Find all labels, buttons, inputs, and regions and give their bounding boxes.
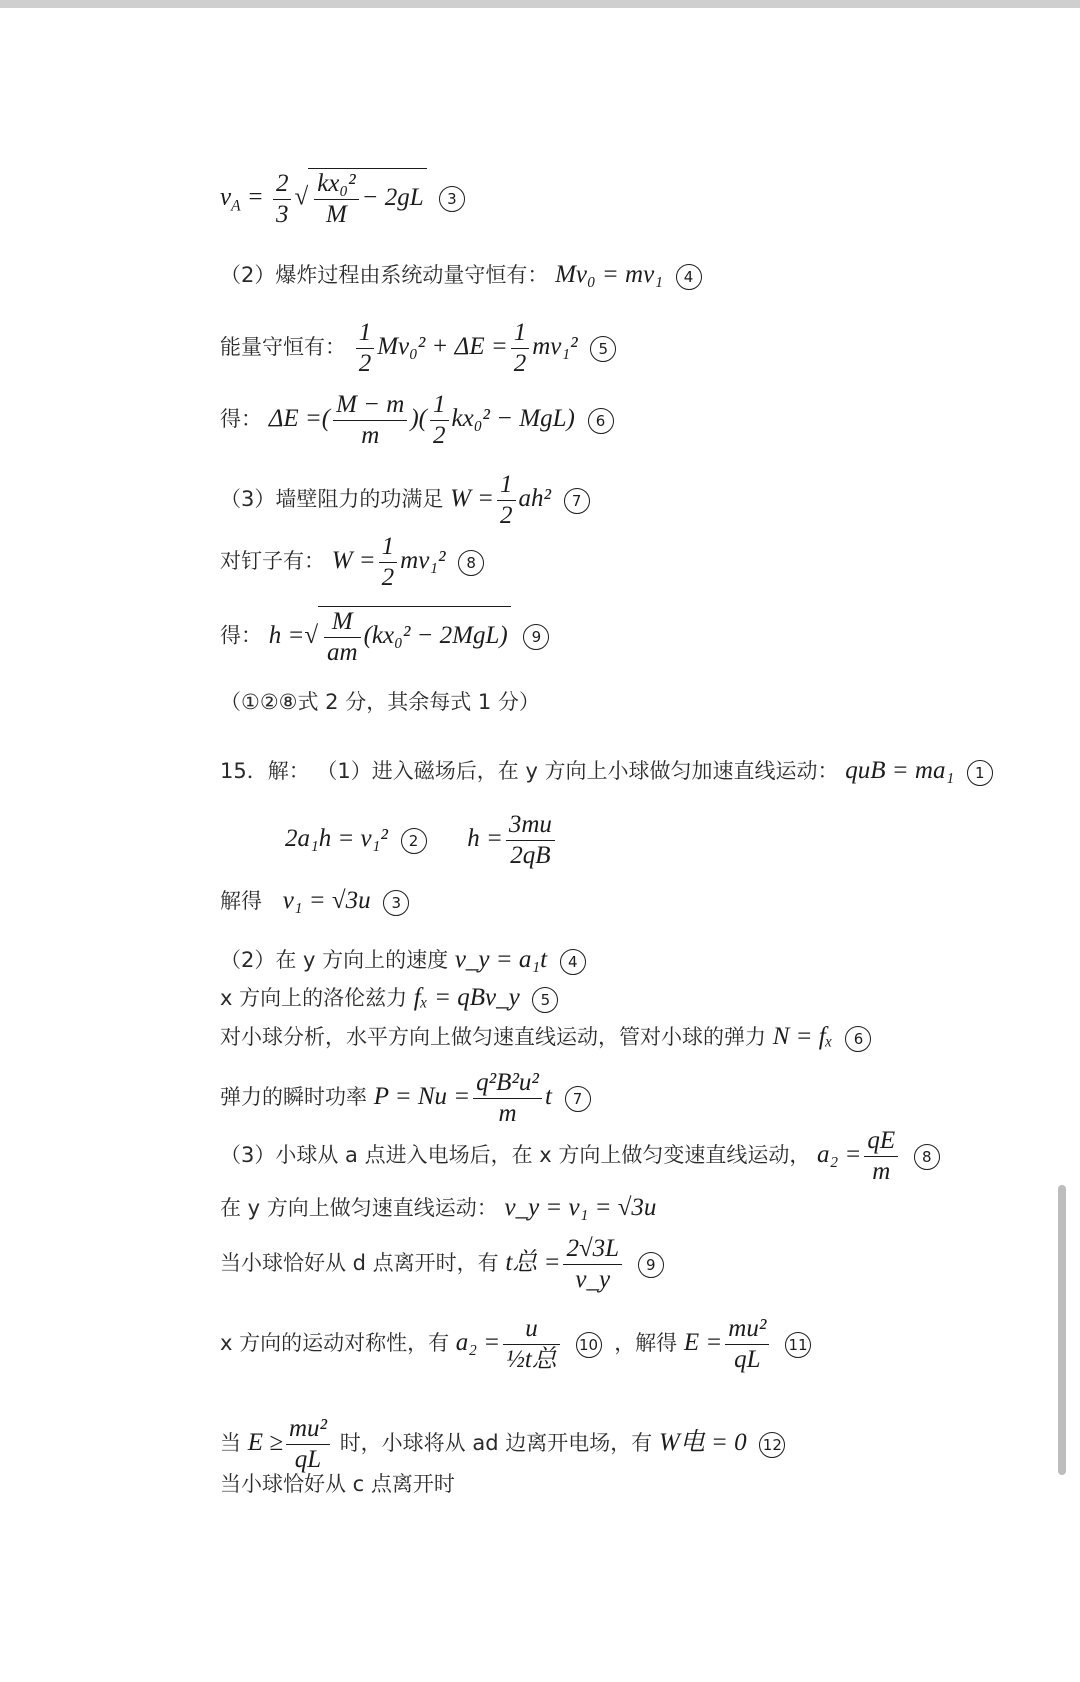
formula-mid: Mv₀² + ΔE =: [377, 333, 508, 361]
frac-den: 2: [358, 350, 372, 377]
line-v1: [220, 886, 415, 916]
frac-den: ½t总: [506, 1346, 557, 1373]
frac-den: m: [498, 1100, 517, 1127]
mark-4: 4: [676, 264, 702, 290]
va-sub: A: [231, 197, 241, 215]
line-c-exit: 当小球恰好从 c 点离开时: [220, 1472, 455, 1496]
mark-3: 3: [439, 186, 465, 212]
frac-num: u: [503, 1314, 560, 1345]
frac-den: m: [872, 1158, 891, 1185]
text-2: 时，小球将从 ad 边离开电场，有: [339, 1431, 653, 1456]
lhs-2: E =: [683, 1329, 723, 1357]
frac-num: 1: [497, 470, 516, 501]
frac-3mu: [506, 810, 555, 871]
frac-num: 2: [273, 169, 292, 200]
lhs: E ≥: [247, 1429, 283, 1457]
formula: Mv₀ = mv₁: [555, 261, 663, 288]
text: 弹力的瞬时功率: [220, 1085, 367, 1110]
mark-12: 12: [759, 1432, 785, 1458]
frac-den: 3: [275, 200, 289, 228]
frac-half: [356, 318, 375, 379]
mark-7: 7: [564, 488, 590, 514]
frac-qe-m: [864, 1126, 898, 1187]
text: 在 y 方向上做匀速直线运动：: [220, 1196, 498, 1220]
frac-num: 1: [379, 532, 398, 563]
frac-num: kx₀²: [314, 169, 358, 200]
text: 对小球分析，水平方向上做匀速直线运动，管对小球的弹力: [220, 1025, 766, 1049]
frac-num: mu²: [725, 1314, 769, 1345]
frac-mm: [333, 390, 407, 451]
formula-end: mv₁²: [532, 333, 578, 361]
frac-num: M − m: [333, 390, 407, 421]
frac-mu2-ql: [286, 1414, 330, 1475]
radicand: [308, 168, 426, 230]
mark-9: 9: [523, 624, 549, 650]
va-eq: =: [246, 183, 264, 211]
frac-num: 1: [511, 318, 530, 349]
frac-m-am: [324, 607, 361, 668]
mark-7: 7: [565, 1086, 591, 1112]
text: 解得: [220, 889, 262, 913]
frac-2root3l: [563, 1234, 622, 1295]
frac-half: [379, 532, 398, 593]
frac-num: M: [324, 607, 361, 638]
lhs: a₂ =: [817, 1141, 862, 1169]
rest: (kx₀² − 2MgL): [363, 622, 508, 650]
frac-den: 2: [513, 350, 527, 377]
frac-num: mu²: [286, 1414, 330, 1445]
frac-num: q²B²u²: [473, 1068, 542, 1099]
text: 能量守恒有：: [220, 335, 346, 360]
formula: 2a₁h = v₁²: [285, 825, 388, 853]
mark-8: 8: [458, 550, 484, 576]
frac-den: 2qB: [510, 842, 551, 869]
frac-half: [511, 318, 530, 379]
scrollbar[interactable]: [1058, 1185, 1066, 1475]
mark-10: 10: [576, 1332, 602, 1358]
rest: ah²: [518, 485, 552, 513]
mark-6: 6: [588, 408, 614, 434]
lhs: t总 =: [505, 1249, 561, 1277]
text: （2）爆炸过程由系统动量守恒有：: [220, 263, 549, 287]
formula: N = fₓ: [772, 1023, 833, 1050]
lhs: W =: [331, 547, 376, 575]
line-lorentz: [220, 983, 564, 1013]
rest: mv₁²: [400, 547, 446, 575]
lhs: h =: [467, 825, 503, 853]
mark-3: 3: [383, 890, 409, 916]
scoring-note: （①②⑧式 2 分，其余每式 1 分）: [220, 690, 540, 714]
line-normal-force: [220, 1022, 877, 1052]
top-bar: [0, 0, 1080, 8]
frac-den: M: [325, 201, 347, 228]
formula: quB = ma₁: [845, 757, 955, 784]
line-energy: [220, 318, 622, 379]
text-2: ，解得: [614, 1331, 678, 1356]
question-number: 15．解：: [220, 759, 310, 783]
frac-den: m: [361, 422, 380, 449]
text: （2）在 y 方向上的速度: [220, 948, 449, 972]
text: （1）进入磁场后，在 y 方向上小球做匀加速直线运动：: [316, 759, 839, 783]
line-wall-work: [220, 470, 596, 531]
frac-mu2-ql: [725, 1314, 769, 1375]
lhs: W =: [450, 485, 495, 513]
mark-2: 2: [401, 828, 427, 854]
line-momentum: [220, 260, 708, 290]
lhs: ΔE =: [268, 405, 322, 433]
formula: v_y = v₁ = √3u: [504, 1194, 657, 1221]
text: （3）墙壁阻力的功满足: [220, 487, 444, 512]
frac-q2b2u2: [473, 1068, 542, 1129]
frac-half: [497, 470, 516, 531]
radicand-rest: − 2gL: [361, 184, 424, 212]
frac-2-3: [273, 169, 292, 230]
line-uniform-y: [220, 1193, 656, 1223]
mark-11: 11: [785, 1332, 811, 1358]
frac-u-half-t: [503, 1314, 560, 1375]
frac-den: qL: [734, 1346, 761, 1373]
rest: t: [544, 1083, 552, 1111]
frac-half: [430, 390, 449, 451]
lhs: h =: [268, 621, 305, 649]
mark-4: 4: [560, 949, 586, 975]
text: （3）小球从 a 点进入电场后，在 x 方向上做匀变速直线运动，: [220, 1143, 811, 1168]
line-delta-e: 得： ΔE =( $\frac{M - m}{m}$ )( $\frac{1}{2}$ kx₀² − MgL) 6: [220, 390, 620, 451]
formula: v₁ = √3u: [282, 887, 371, 914]
frac-den: 2: [433, 422, 446, 449]
rest: kx₀² − MgL: [451, 405, 567, 433]
frac-den: 2: [381, 564, 395, 591]
formula: v_y = a₁t: [454, 946, 548, 973]
line-t-total: [220, 1234, 670, 1295]
frac-den: 2: [500, 502, 513, 529]
frac-den: qL: [294, 1446, 322, 1473]
mark-8: 8: [914, 1144, 940, 1170]
text: 得：: [220, 407, 262, 432]
formula: W电 = 0: [658, 1429, 747, 1457]
line-e-condition: [220, 1414, 791, 1475]
frac-den: v_y: [575, 1266, 611, 1293]
line-q15: [220, 756, 999, 786]
mark-6: 6: [845, 1026, 871, 1052]
mark-5: 5: [532, 987, 558, 1013]
mark-1: 1: [967, 760, 993, 786]
va-lhs: v: [220, 183, 232, 211]
text-1: 当: [220, 1431, 241, 1456]
line-symmetry: [220, 1314, 817, 1375]
frac-num: 1: [430, 390, 449, 421]
text: x 方向上的洛伦兹力: [220, 986, 408, 1010]
line-a2: [220, 1126, 946, 1187]
text: 得：: [220, 623, 262, 648]
line-h-qb: [285, 810, 558, 871]
line-nail: [220, 532, 490, 593]
lhs: a₂ =: [455, 1329, 501, 1357]
formula: fₓ = qBv_y: [413, 984, 520, 1011]
frac-kx-m: [314, 169, 358, 230]
mark-5: 5: [590, 336, 616, 362]
frac-num: 2√3L: [563, 1234, 622, 1265]
text: x 方向的运动对称性，有: [220, 1331, 450, 1356]
radicand: [318, 606, 511, 668]
line-h: 得： h =√ $\frac{M}{am}$ (kx₀² − 2MgL) 9: [220, 606, 555, 668]
frac-num: 1: [356, 318, 375, 349]
line-vy: [220, 945, 592, 975]
frac-num: qE: [864, 1126, 898, 1157]
lhs: P = Nu =: [373, 1083, 471, 1111]
text: 当小球恰好从 d 点离开时，有: [220, 1251, 499, 1276]
frac-den: am: [327, 639, 358, 666]
mark-9: 9: [638, 1252, 664, 1278]
text: 对钉子有：: [220, 549, 325, 574]
eq-va: $v_A$ = $\frac{2}{3}$ √ $\frac{\text{kx₀²}}{M}$ − 2gL 3: [220, 168, 471, 230]
frac-num: 3mu: [506, 810, 555, 841]
line-power: [220, 1068, 597, 1129]
